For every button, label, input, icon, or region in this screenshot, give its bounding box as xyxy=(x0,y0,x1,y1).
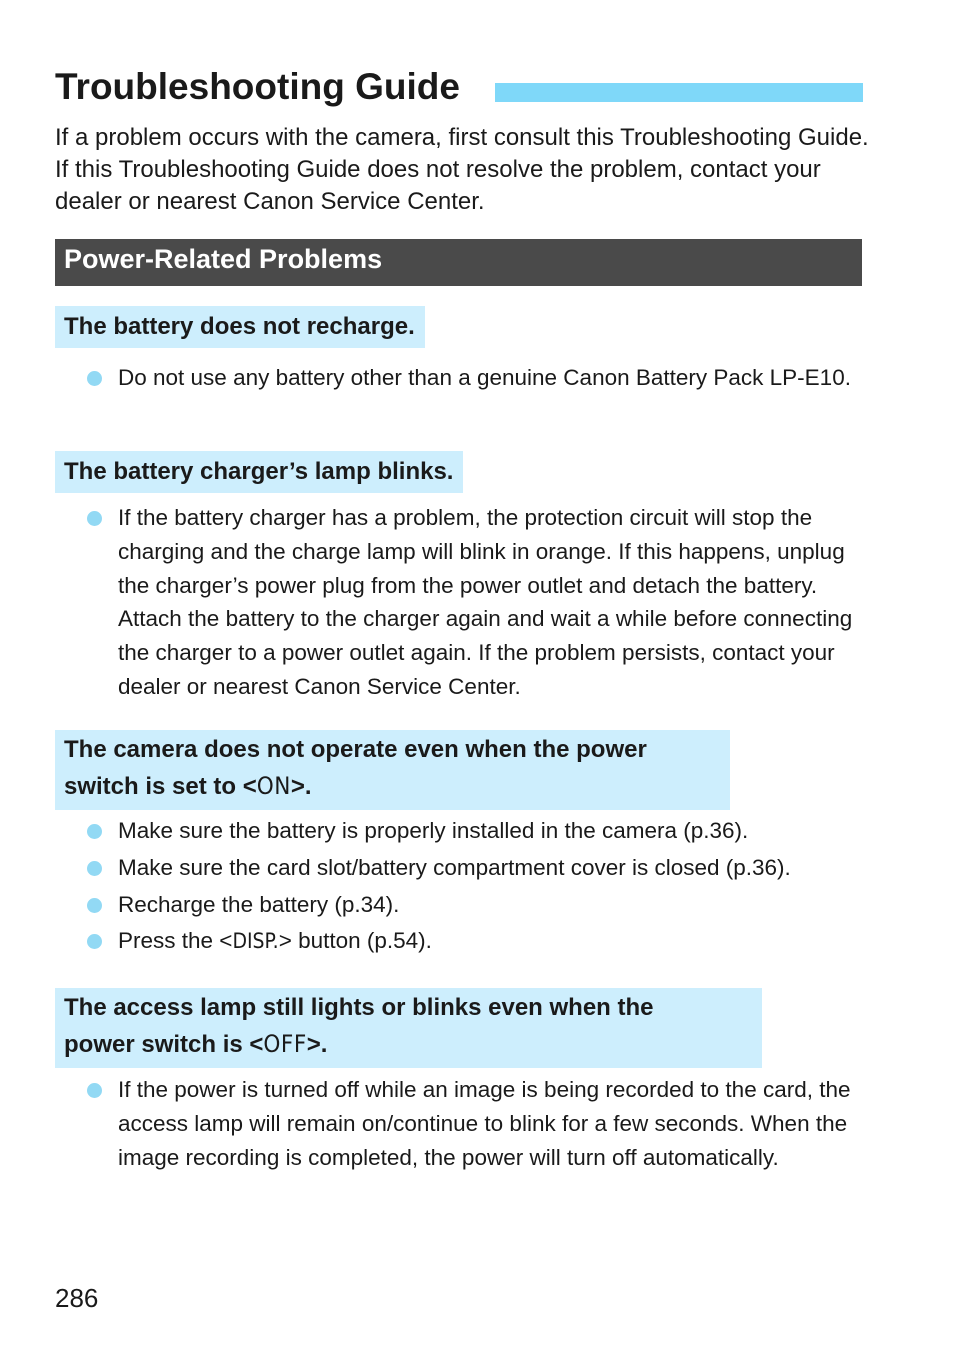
list-item-text: If the power is turned off while an image is being recorded to the card, the access lamp will remain on/continue to blink for a few seconds. When the image recording is completed, the power will turn off automatically. xyxy=(118,1077,851,1170)
heading-text: >. xyxy=(290,773,312,800)
issue-heading-line xyxy=(64,768,720,805)
issue-heading: The battery does not recharge. xyxy=(55,306,425,348)
issue-bullet-list xyxy=(55,814,878,959)
section-title: Power-Related Problems xyxy=(64,244,383,274)
issue-heading xyxy=(55,730,730,810)
list-item xyxy=(55,501,878,704)
issue-battery-not-recharge xyxy=(55,306,878,395)
bullet-dot-icon xyxy=(87,1083,102,1098)
issue-heading xyxy=(55,988,762,1068)
power-off-mode-icon: OFF xyxy=(263,1030,307,1058)
list-item-text-part: > button (p.54). xyxy=(278,928,432,954)
issue-camera-not-operate xyxy=(55,730,878,959)
list-item xyxy=(55,851,878,885)
list-item-text: Do not use any battery other than a genuine Canon Battery Pack LP-E10. xyxy=(118,365,851,390)
heading-text: >. xyxy=(306,1031,328,1058)
heading-text: switch is set to < xyxy=(64,773,257,800)
page-title: Troubleshooting Guide xyxy=(55,66,460,107)
page-number: 286 xyxy=(55,1283,99,1313)
issue-bullet-list xyxy=(55,1073,878,1174)
power-on-mode-icon: ON xyxy=(256,772,291,800)
intro-paragraph xyxy=(55,122,875,218)
issue-heading: The battery charger’s lamp blinks. xyxy=(55,451,463,493)
issue-heading-line: The camera does not operate even when the power xyxy=(64,736,647,763)
bullet-dot-icon xyxy=(87,824,102,839)
issue-access-lamp-lights xyxy=(55,988,878,1174)
list-item-text xyxy=(118,924,878,959)
list-item xyxy=(55,888,878,922)
issue-heading-line: The access lamp still lights or blinks even when the xyxy=(64,994,654,1021)
bullet-dot-icon xyxy=(87,898,102,913)
section-banner xyxy=(55,239,862,286)
heading-text: power switch is < xyxy=(64,1031,264,1058)
issue-charger-lamp-blinks xyxy=(55,451,878,704)
intro-text: If a problem occurs with the camera, first consult this Troubleshooting Guide. If this Troubleshooting Guide does not resolve the problem, contact your dealer or nearest Canon Service Center. xyxy=(55,124,869,215)
title-accent-bar xyxy=(495,83,863,102)
list-item xyxy=(55,814,878,848)
list-item-text: Make sure the card slot/battery compartment cover is closed (p.36). xyxy=(118,854,791,880)
list-item-text: Recharge the battery (p.34). xyxy=(118,891,400,917)
list-item-text: If the battery charger has a problem, the protection circuit will stop the charging and the charge lamp will blink in orange. If this happens, unplug the charger’s power plug from the power outlet and detach the battery. Attach the battery to the charger again and wait a while before connecting the charger to a power outlet again. If the problem persists, contact your dealer or nearest Canon Service Center. xyxy=(118,505,853,699)
list-item xyxy=(55,924,878,959)
list-item xyxy=(55,1073,878,1174)
bullet-dot-icon xyxy=(87,511,102,526)
issue-bullet-list xyxy=(55,361,878,395)
issue-heading-line xyxy=(64,1026,752,1063)
issue-bullet-list xyxy=(55,501,878,704)
disp-button-icon: DISP. xyxy=(232,929,279,954)
bullet-dot-icon xyxy=(87,861,102,876)
list-item-text: Make sure the battery is properly installed in the camera (p.36). xyxy=(118,818,749,843)
list-item-text-part: Press the < xyxy=(118,928,233,954)
bullet-dot-icon xyxy=(87,371,102,386)
bullet-dot-icon xyxy=(87,934,102,949)
list-item xyxy=(55,361,878,395)
